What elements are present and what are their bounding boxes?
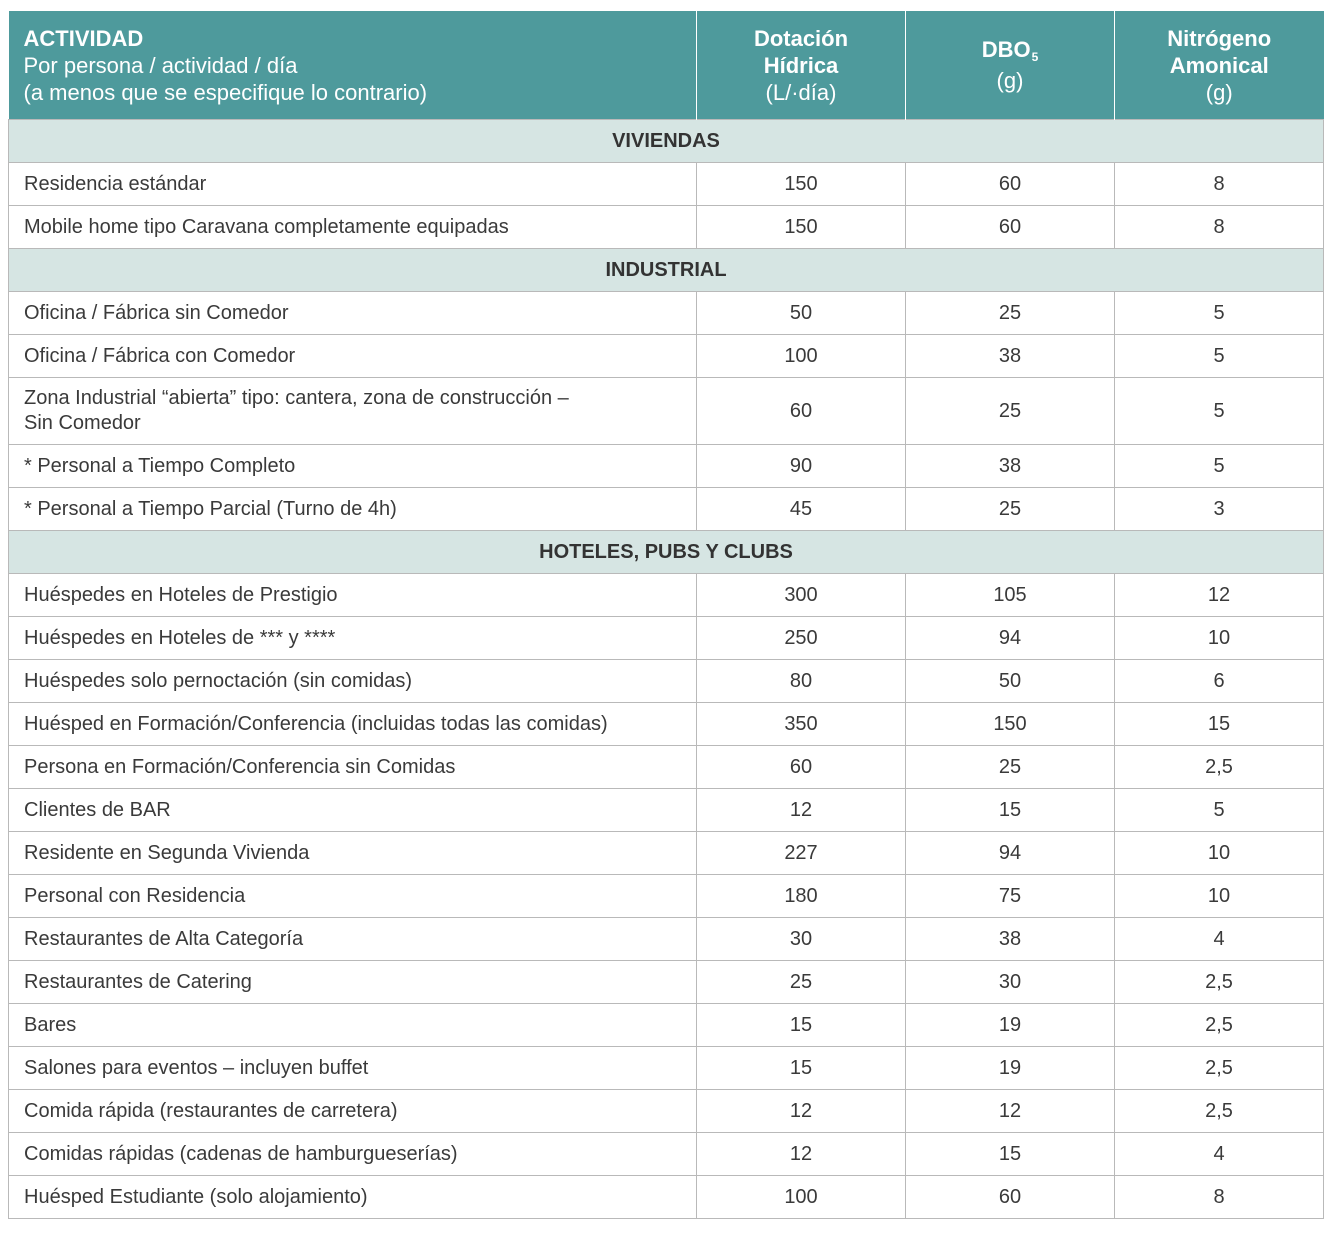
activity-cell [9, 292, 697, 335]
water-cell: 12 [697, 789, 906, 832]
nitrogen-cell: 3 [1115, 488, 1324, 531]
water-cell: 80 [697, 660, 906, 703]
section-row [9, 531, 1324, 574]
activity-text: Persona en Formación/Conferencia sin Comidas [24, 755, 456, 778]
dbo5-cell: 19 [906, 1004, 1115, 1047]
header-water-line2: Hídrica [763, 52, 839, 78]
dbo5-cell: 50 [906, 660, 1115, 703]
nitrogen-cell: 4 [1115, 918, 1324, 961]
activity-text: Restaurantes de Alta Categoría [24, 927, 304, 950]
water-cell: 50 [697, 292, 906, 335]
nitrogen-cell: 6 [1115, 660, 1324, 703]
table-row [9, 1133, 1324, 1176]
activity-cell [9, 445, 697, 488]
activity-cell [9, 1176, 697, 1219]
water-cell: 30 [697, 918, 906, 961]
table-row [9, 1004, 1324, 1047]
activity-text: Bares [24, 1013, 77, 1036]
table-row [9, 488, 1324, 531]
activity-text: Huésped en Formación/Conferencia (incluidas todas las comidas) [24, 712, 608, 735]
activity-cell [9, 1004, 697, 1047]
activity-cell [9, 660, 697, 703]
activity-text: Huésped Estudiante (solo alojamiento) [24, 1185, 368, 1208]
activity-text: Mobile home tipo Caravana completamente equipadas [24, 215, 509, 238]
activity-text: Comida rápida (restaurantes de carretera) [24, 1099, 398, 1122]
nitrogen-cell: 4 [1115, 1133, 1324, 1176]
table-row [9, 660, 1324, 703]
activity-text: Restaurantes de Catering [24, 970, 252, 993]
activity-cell [9, 918, 697, 961]
header-nitrogen [1115, 11, 1324, 120]
activity-cell [9, 335, 697, 378]
water-cell: 180 [697, 875, 906, 918]
header-activity-line3: (a menos que se especifique lo contrario) [23, 79, 428, 105]
activity-table [8, 11, 1324, 1219]
table-row [9, 961, 1324, 1004]
nitrogen-cell: 5 [1115, 445, 1324, 488]
dbo5-cell: 38 [906, 445, 1115, 488]
activity-text: Oficina / Fábrica con Comedor [24, 344, 296, 367]
header-dbo5-unit: (g) [996, 68, 1024, 93]
nitrogen-cell: 10 [1115, 832, 1324, 875]
water-cell: 150 [697, 206, 906, 249]
dbo5-cell: 150 [906, 703, 1115, 746]
activity-text: Salones para eventos – incluyen buffet [24, 1056, 369, 1079]
water-cell: 12 [697, 1090, 906, 1133]
table-row [9, 574, 1324, 617]
dbo5-cell: 19 [906, 1047, 1115, 1090]
dbo5-cell: 60 [906, 163, 1115, 206]
water-cell: 300 [697, 574, 906, 617]
activity-text: Clientes de BAR [24, 798, 171, 821]
header-water [697, 11, 906, 120]
nitrogen-cell: 2,5 [1115, 746, 1324, 789]
water-cell: 60 [697, 378, 906, 445]
water-cell: 250 [697, 617, 906, 660]
water-cell: 15 [697, 1047, 906, 1090]
header-dbo5-label: DBO [981, 37, 1031, 62]
table-row [9, 1176, 1324, 1219]
activity-cell [9, 206, 697, 249]
activity-cell [9, 875, 697, 918]
activity-text: * Personal a Tiempo Completo [24, 454, 296, 477]
nitrogen-cell: 15 [1115, 703, 1324, 746]
header-activity [9, 11, 697, 120]
water-cell: 60 [697, 746, 906, 789]
table-row [9, 1047, 1324, 1090]
header-water-unit: (L/·día) [765, 79, 837, 105]
header-activity-title: ACTIVIDAD [23, 25, 144, 51]
table-header [9, 11, 1324, 120]
dbo5-cell: 60 [906, 1176, 1115, 1219]
dbo5-cell: 38 [906, 335, 1115, 378]
table-row [9, 746, 1324, 789]
header-nitrogen-line2: Amonical [1169, 52, 1269, 78]
table-row [9, 445, 1324, 488]
water-cell: 150 [697, 163, 906, 206]
activity-text: Residencia estándar [24, 172, 207, 195]
header-activity-line2: Por persona / actividad / día [23, 52, 298, 78]
table-row [9, 378, 1324, 445]
table-body [9, 120, 1324, 1219]
nitrogen-cell: 10 [1115, 875, 1324, 918]
table-row [9, 163, 1324, 206]
nitrogen-cell: 8 [1115, 1176, 1324, 1219]
table-row [9, 832, 1324, 875]
activity-cell [9, 789, 697, 832]
dbo5-cell: 105 [906, 574, 1115, 617]
water-cell: 227 [697, 832, 906, 875]
activity-text: * Personal a Tiempo Parcial (Turno de 4h) [24, 497, 397, 520]
dbo5-cell: 25 [906, 746, 1115, 789]
water-cell: 12 [697, 1133, 906, 1176]
nitrogen-cell: 2,5 [1115, 1090, 1324, 1133]
header-nitrogen-unit: (g) [1205, 79, 1233, 105]
water-cell: 45 [697, 488, 906, 531]
activity-cell [9, 1090, 697, 1133]
table-row [9, 703, 1324, 746]
activity-text: Residente en Segunda Vivienda [24, 841, 310, 864]
section-title: INDUSTRIAL [9, 249, 1324, 292]
nitrogen-cell: 2,5 [1115, 1047, 1324, 1090]
dbo5-cell: 75 [906, 875, 1115, 918]
nitrogen-cell: 12 [1115, 574, 1324, 617]
dbo5-cell: 12 [906, 1090, 1115, 1133]
table-row [9, 789, 1324, 832]
activity-cell [9, 163, 697, 206]
table-row [9, 1090, 1324, 1133]
header-nitrogen-line1: Nitrógeno [1167, 25, 1272, 51]
activity-text: Zona Industrial “abierta” tipo: cantera, zona de construcción – [24, 387, 569, 409]
table-row [9, 335, 1324, 378]
activity-cell [9, 961, 697, 1004]
activity-text: Comidas rápidas (cadenas de hamburgueserías) [24, 1142, 458, 1165]
dbo5-cell: 25 [906, 378, 1115, 445]
dbo5-cell: 25 [906, 488, 1115, 531]
water-cell: 25 [697, 961, 906, 1004]
activity-cell [9, 488, 697, 531]
header-row [9, 11, 1324, 120]
activity-cell [9, 1047, 697, 1090]
nitrogen-cell: 5 [1115, 789, 1324, 832]
header-dbo5-subscript: 5 [1031, 50, 1039, 64]
section-row [9, 120, 1324, 163]
table-row [9, 206, 1324, 249]
nitrogen-cell: 5 [1115, 335, 1324, 378]
nitrogen-cell: 5 [1115, 292, 1324, 335]
nitrogen-cell: 5 [1115, 378, 1324, 445]
table-row [9, 875, 1324, 918]
water-cell: 100 [697, 335, 906, 378]
table-row [9, 292, 1324, 335]
dbo5-cell: 30 [906, 961, 1115, 1004]
header-dbo5 [906, 11, 1115, 120]
dbo5-cell: 25 [906, 292, 1115, 335]
water-cell: 100 [697, 1176, 906, 1219]
activity-cell [9, 832, 697, 875]
water-cell: 350 [697, 703, 906, 746]
activity-cell [9, 1133, 697, 1176]
activity-cell [9, 378, 697, 445]
table-row [9, 617, 1324, 660]
nitrogen-cell: 10 [1115, 617, 1324, 660]
activity-text: Personal con Residencia [24, 884, 246, 907]
section-row [9, 249, 1324, 292]
dbo5-cell: 15 [906, 789, 1115, 832]
activity-text-line2: Sin Comedor [24, 412, 141, 434]
activity-text: Huéspedes solo pernoctación (sin comidas) [24, 669, 412, 692]
activity-cell [9, 617, 697, 660]
dbo5-cell: 94 [906, 617, 1115, 660]
nitrogen-cell: 8 [1115, 163, 1324, 206]
nitrogen-cell: 8 [1115, 206, 1324, 249]
activity-text: Huéspedes en Hoteles de Prestigio [24, 583, 338, 606]
dbo5-cell: 60 [906, 206, 1115, 249]
nitrogen-cell: 2,5 [1115, 1004, 1324, 1047]
section-title: HOTELES, PUBS Y CLUBS [9, 531, 1324, 574]
section-title: VIVIENDAS [9, 120, 1324, 163]
water-cell: 15 [697, 1004, 906, 1047]
dbo5-cell: 38 [906, 918, 1115, 961]
dbo5-cell: 15 [906, 1133, 1115, 1176]
activity-text: Huéspedes en Hoteles de *** y **** [24, 626, 336, 649]
activity-cell [9, 746, 697, 789]
activity-cell [9, 574, 697, 617]
water-cell: 90 [697, 445, 906, 488]
header-dbo5-label-wrap [906, 36, 1114, 67]
activity-text: Oficina / Fábrica sin Comedor [24, 301, 289, 324]
activity-cell [9, 703, 697, 746]
dbo5-cell: 94 [906, 832, 1115, 875]
nitrogen-cell: 2,5 [1115, 961, 1324, 1004]
table-row [9, 918, 1324, 961]
header-water-line1: Dotación [753, 25, 849, 51]
